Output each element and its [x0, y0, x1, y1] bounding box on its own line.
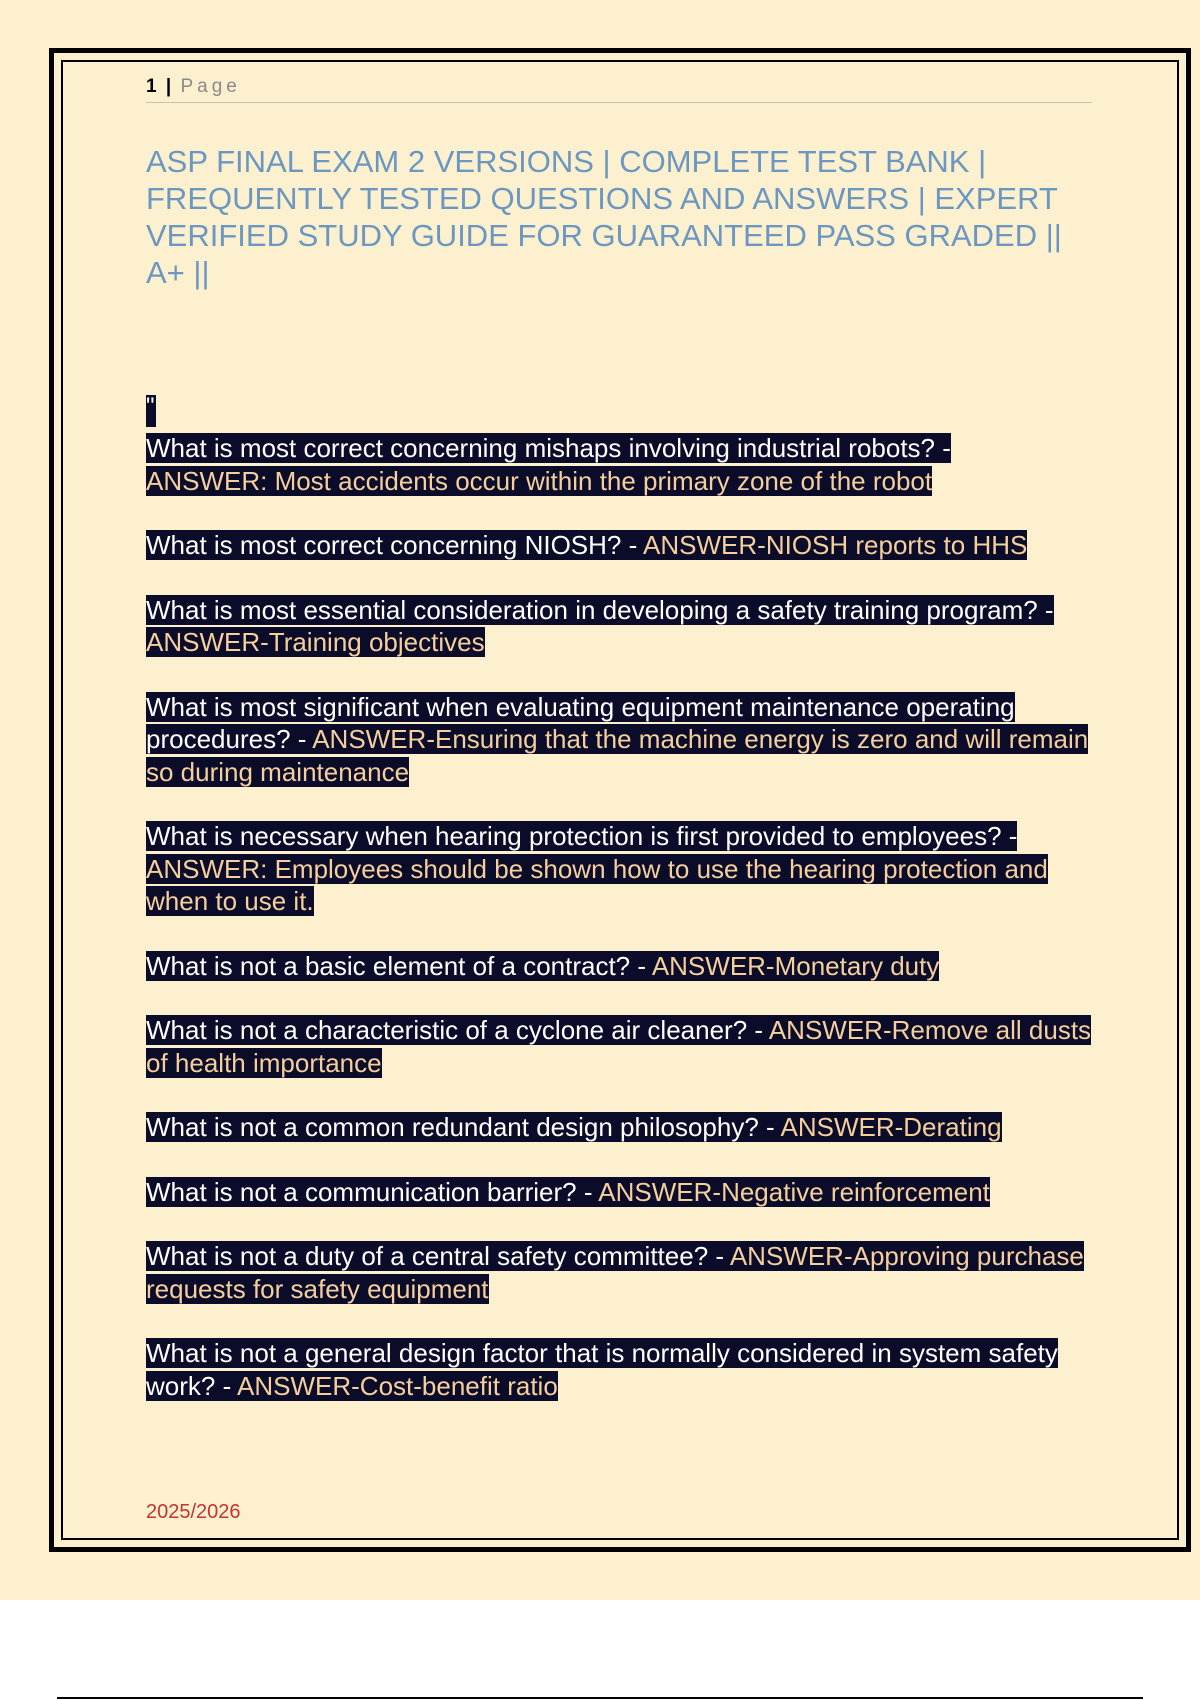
qa-item [146, 950, 1092, 983]
question-text: What is most significant when evaluating equipment maintenance operating procedures? - [146, 691, 1015, 754]
answer-text: ANSWER-Remove all dusts of health importance [146, 1015, 1092, 1078]
qa-item [146, 1337, 1092, 1402]
question-text: What is not a communication barrier? - [146, 1176, 599, 1207]
page-number-separator: | [165, 76, 172, 97]
page-header [146, 76, 1092, 103]
answer-text: ANSWER: Most accidents occur within the primary zone of the robot [146, 465, 933, 496]
stray-quote-mark: " [146, 395, 156, 427]
qa-item [146, 1176, 1092, 1209]
document-title: ASP FINAL EXAM 2 VERSIONS | COMPLETE TEST BANK | FREQUENTLY TESTED QUESTIONS AND ANSWERS | EXPERT VERIFIED STUDY GUIDE FOR GUARANTEED PASS GRADED || A+ || [146, 144, 1062, 290]
question-text: What is most correct concerning NIOSH? - [146, 530, 644, 560]
qa-item [146, 529, 1092, 562]
question-text: What is not a characteristic of a cyclone air cleaner? - [146, 1015, 769, 1045]
answer-text: ANSWER-Monetary duty [651, 950, 940, 981]
qa-item [146, 820, 1092, 918]
question-text: What is necessary when hearing protection is first provided to employees? - [146, 821, 1018, 851]
qa-item [146, 1014, 1092, 1079]
page-number: 1 [146, 76, 157, 97]
answer-text: ANSWER-Ensuring that the machine energy is zero and will remain so during maintenance [146, 724, 1089, 787]
answer-text: ANSWER-Derating [780, 1112, 1002, 1142]
qa-item [146, 432, 1092, 497]
qa-item [146, 594, 1092, 659]
answer-text: ANSWER-Approving purchase requests for safety equipment [146, 1241, 1084, 1304]
qa-item [146, 691, 1092, 789]
answer-text: ANSWER-Cost-benefit ratio [237, 1370, 558, 1401]
question-text: What is most essential consideration in developing a safety training program? - [146, 594, 1054, 625]
footer-year: 2025/2026 [146, 1501, 241, 1523]
question-text: What is not a basic element of a contract? - [146, 950, 652, 981]
answer-text: ANSWER: Employees should be shown how to use the hearing protection and when to use it. [146, 853, 1048, 916]
answer-text: ANSWER-NIOSH reports to HHS [643, 530, 1028, 560]
answer-text: ANSWER-Negative reinforcement [598, 1176, 990, 1207]
page-header-area [146, 76, 1092, 291]
page-label: Page [180, 76, 241, 97]
question-text: What is not a duty of a central safety committee? - [146, 1241, 730, 1271]
qa-item [146, 1240, 1092, 1305]
answer-text: ANSWER-Training objectives [146, 627, 485, 657]
bottom-divider [57, 1697, 1143, 1699]
question-text: What is most correct concerning mishaps involving industrial robots? - [146, 433, 951, 463]
qa-list [146, 395, 1092, 1402]
qa-item [146, 1111, 1092, 1144]
question-text: What is not a general design factor that is normally considered in system safety work? - [146, 1338, 1058, 1401]
question-text: What is not a common redundant design philosophy? - [146, 1112, 781, 1142]
